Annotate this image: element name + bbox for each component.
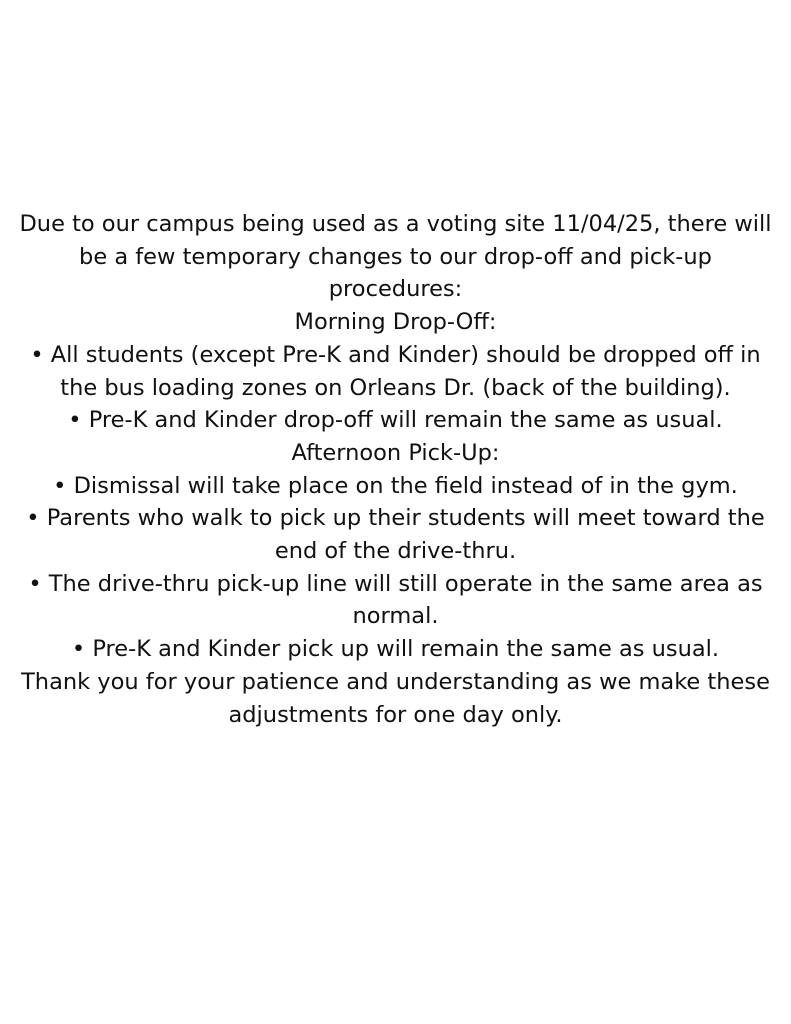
afternoon-item: • The drive-thru pick-up line will still operate in the same area as normal. [28,570,763,630]
afternoon-heading: Afternoon Pick-Up: [291,439,500,466]
morning-item: • All students (except Pre-K and Kinder) should be dropped off in the bus loading zones on Orleans Dr. (back of the building). [30,341,761,401]
afternoon-item: • Dismissal will take place on the field instead of in the gym. [53,472,738,499]
morning-heading: Morning Drop-Off: [294,309,497,336]
morning-item: • Pre-K and Kinder drop-off will remain the same as usual. [68,407,723,434]
afternoon-item: • Pre-K and Kinder pick up will remain the same as usual. [71,636,720,663]
announcement-notice [0,208,791,731]
intro-text: Due to our campus being used as a voting site 11/04/25, there will be a few temporary changes to our drop-off and pick-up procedures: [19,211,772,303]
closing-text: Thank you for your patience and understanding as we make these adjustments for one day only. [21,668,770,728]
afternoon-item: • Parents who walk to pick up their students will meet toward the end of the drive-thru. [26,505,765,565]
